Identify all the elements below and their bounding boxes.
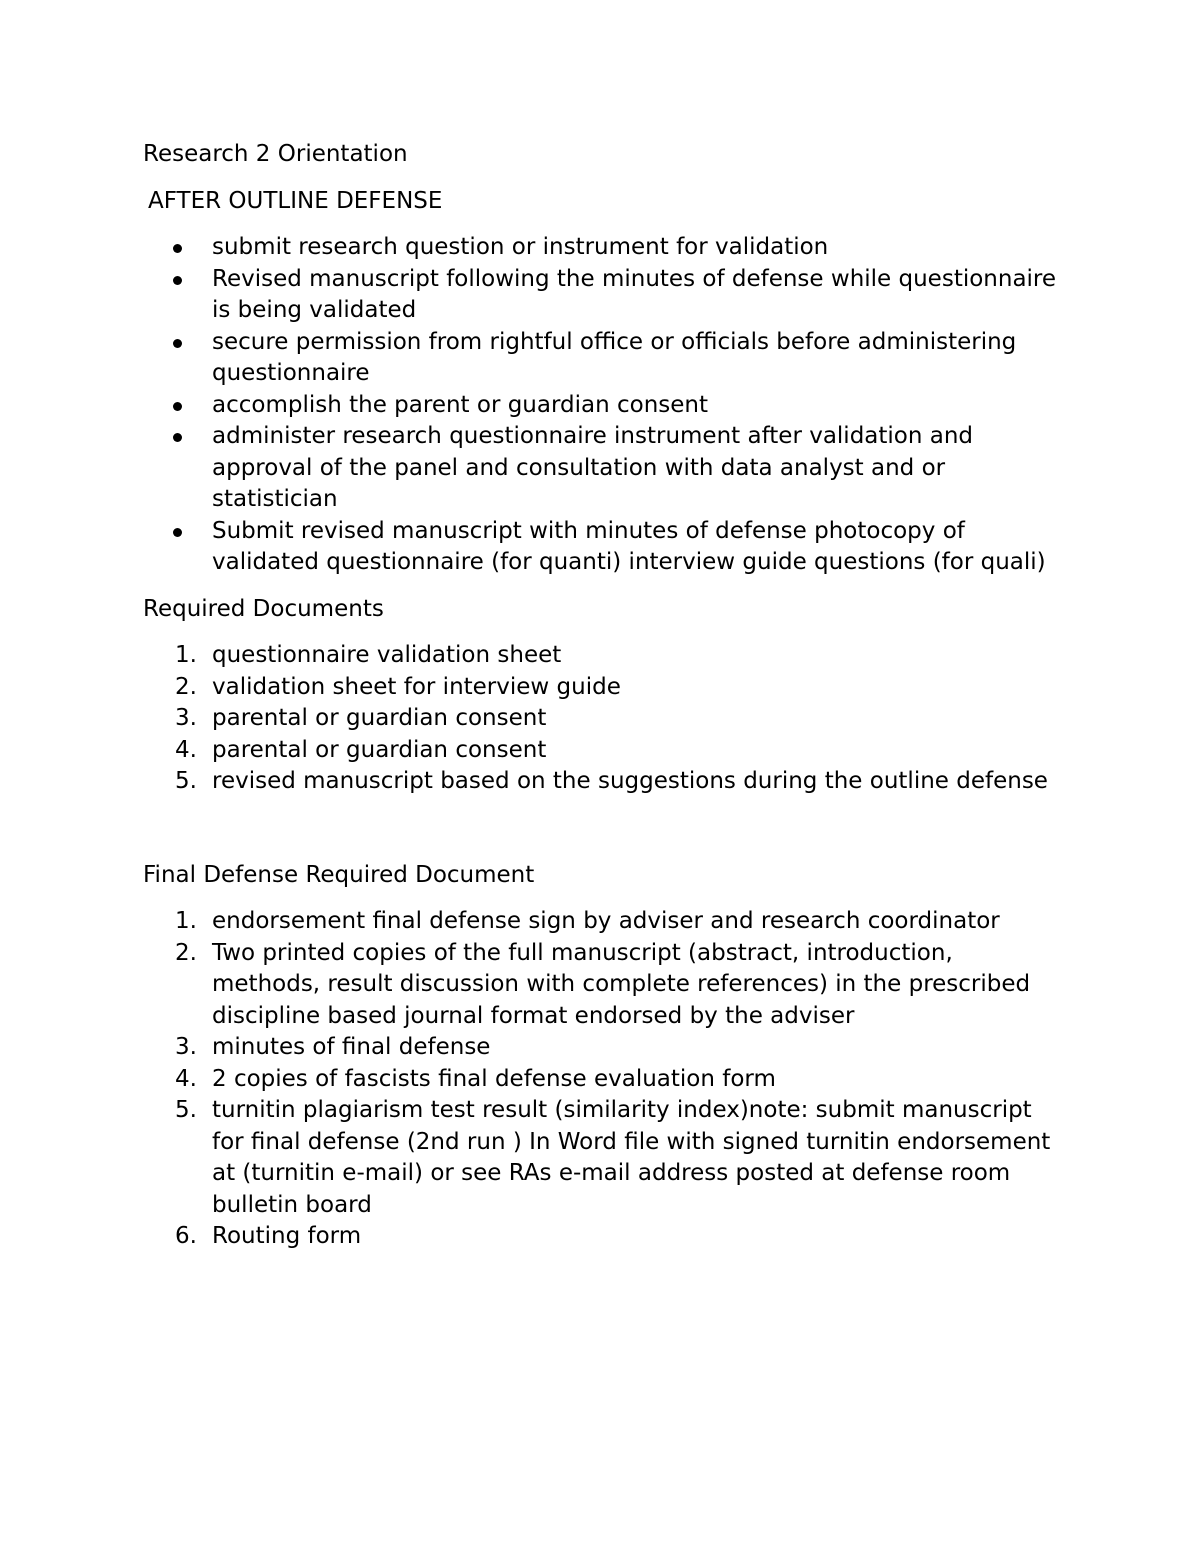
list-item: 5. revised manuscript based on the suggestions during the outline defense (143, 766, 1063, 798)
list-item: submit research question or instrument for validation (143, 232, 1063, 264)
list-item: 1. endorsement final defense sign by adviser and research coordinator (143, 906, 1063, 938)
item-number: 3. (175, 705, 197, 731)
item-number: 1. (175, 642, 197, 668)
item-number: 2. (175, 939, 197, 966)
list-item: secure permission from rightful office or officials before administering questionnaire (143, 327, 1063, 390)
bullet-icon (173, 339, 182, 348)
list-item: 2. Two printed copies of the full manuscript (abstract, introduction, methods, result discussion with complete references) in the prescribed discipline based journal format endorsed by the adviser (175, 939, 1031, 1029)
final-defense-heading: Final Defense Required Document (143, 861, 535, 888)
item-number: 5. (175, 1097, 197, 1123)
spacer (143, 813, 1063, 860)
required-documents-list (143, 640, 1063, 798)
document-title: Research 2 Orientation (143, 141, 408, 167)
bullet-icon (173, 276, 182, 285)
list-item: 2. validation sheet for interview guide (143, 672, 1063, 704)
item-number: 3. (175, 1034, 197, 1060)
item-number: 4. (175, 1065, 197, 1092)
after-outline-heading: AFTER OUTLINE DEFENSE (148, 187, 443, 214)
final-defense-list (143, 906, 1063, 1253)
list-item: 6. Routing form (143, 1221, 1063, 1253)
item-number: 1. (175, 908, 197, 934)
item-number: 4. (175, 736, 197, 763)
bullet-icon (173, 402, 182, 411)
list-item: 3. minutes of final defense (143, 1032, 1063, 1064)
after-outline-list (143, 232, 1063, 579)
list-item: 4. 2 copies of fascists final defense evaluation form (143, 1064, 1063, 1096)
item-number: 5. (175, 768, 197, 794)
item-number: 6. (175, 1223, 197, 1249)
list-item: Submit revised manuscript with minutes of defense photocopy of validated questionnaire (for quanti) interview guide questions (for quali) (143, 516, 1063, 579)
list-item: 4. parental or guardian consent (143, 735, 1063, 767)
list-item: 5. turnitin plagiarism test result (similarity index)note: submit manuscript for final defense (2nd run ) In Word file with signed turnitin endorsement at (turnitin e-mail) or see RAs e-mail address posted at defense room bulletin board (175, 1097, 1051, 1218)
list-item: Revised manuscript following the minutes of defense while questionnaire is being validated (143, 264, 1063, 327)
bullet-icon (173, 244, 182, 253)
bullet-icon (173, 433, 182, 442)
document-page (143, 139, 1063, 1268)
item-number: 2. (175, 673, 197, 700)
required-documents-heading: Required Documents (143, 595, 384, 622)
list-item: accomplish the parent or guardian consent (143, 390, 1063, 422)
list-item: 1. questionnaire validation sheet (143, 640, 1063, 672)
bullet-icon (173, 528, 182, 537)
list-item: administer research questionnaire instrument after validation and approval of the panel and consultation with data analyst and or statistician (143, 421, 1063, 516)
list-item: 3. parental or guardian consent (143, 703, 1063, 735)
